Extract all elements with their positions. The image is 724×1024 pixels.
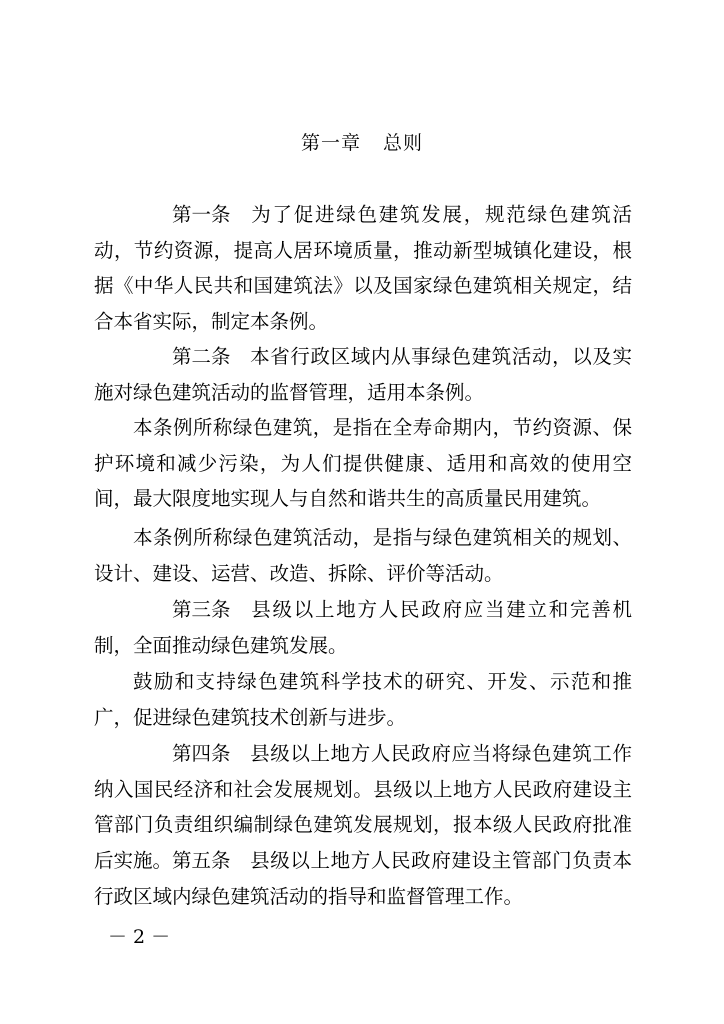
paragraph-text: 本条例所称绿色建筑，是指在全寿命期内，节约资源、保护环境和减少污染，为人们提供健康、适用和高效的使用空间，最大限度地实现人与自然和谐共生的高质量民用建筑。 <box>94 416 632 510</box>
article-5-paragraph <box>94 843 632 914</box>
chapter-title <box>0 128 724 158</box>
article-number: 第三条 <box>172 598 231 621</box>
paragraph-text: 鼓励和支持绿色建筑科学技术的研究、开发、示范和推广，促进绿色建筑技术创新与进步。 <box>94 670 632 729</box>
paragraph-text: 本条例所称绿色建筑活动，是指与绿色建筑相关的规划、设计、建设、运营、改造、拆除、评价等活动。 <box>94 526 632 585</box>
article-number: 第二条 <box>172 345 231 368</box>
article-3-paragraph <box>94 592 632 663</box>
article-number: 第一条 <box>172 203 231 226</box>
article-text: 本省行政区域内从事绿色建筑活动，以及实施对绿色建筑活动的监督管理，适用本条例。 <box>94 345 632 404</box>
chapter-number: 第一章 <box>300 132 361 154</box>
chapter-name: 总则 <box>383 132 424 154</box>
article-number: 第四条 <box>172 742 231 765</box>
article-text: 县级以上地方人民政府应当建立和完善机制，全面推动绿色建筑发展。 <box>94 598 632 657</box>
green-building-definition-paragraph <box>94 410 632 517</box>
article-number: 第五条 <box>172 849 231 872</box>
green-building-activity-definition-paragraph <box>94 520 632 591</box>
encourage-support-paragraph <box>94 664 632 735</box>
article-text: 县级以上地方人民政府建设主管部门负责本行政区域内绿色建筑活动的指导和监督管理工作。 <box>94 849 632 908</box>
article-text: 县级以上地方人民政府应当将绿色建筑工作纳入国民经济和社会发展规划。县级以上地方人民政府建设主管部门负责组织编制绿色建筑发展规划，报本级人民政府批准后实施。 <box>94 742 632 872</box>
article-text: 为了促进绿色建筑发展，规范绿色建筑活动，节约资源，提高人居环境质量，推动新型城镇化建设，根据《中华人民共和国建筑法》以及国家绿色建筑相关规定，结合本省实际，制定本条例。 <box>94 203 632 333</box>
article-2-paragraph <box>94 339 632 410</box>
article-1-paragraph <box>94 197 632 339</box>
page-number: － 2 － <box>108 926 171 948</box>
